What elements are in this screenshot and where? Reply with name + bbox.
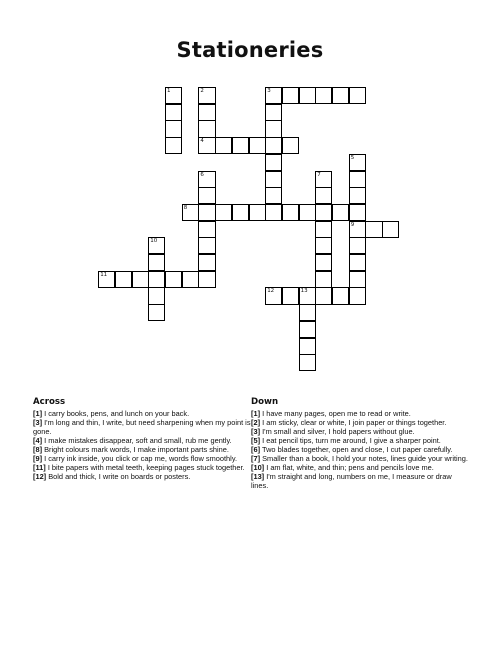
page-title: Stationeries [176, 38, 324, 62]
grid-cell[interactable] [349, 237, 366, 254]
grid-cell[interactable] [299, 321, 316, 338]
grid-cell[interactable] [382, 221, 399, 238]
grid-cell[interactable] [315, 287, 332, 304]
grid-cell[interactable] [165, 104, 182, 121]
clue-number: 8 [183, 204, 188, 211]
clue-item-text: Bold and thick, I write on boards or posters. [48, 472, 191, 482]
clue-item-text: I'm straight and long, numbers on me, I measure or draw lines. [251, 472, 452, 491]
clue-number: 7 [317, 171, 321, 178]
grid-cell[interactable] [315, 271, 332, 288]
grid-cell[interactable] [115, 271, 132, 288]
grid-cell[interactable] [365, 221, 382, 238]
clue-item [33, 454, 251, 463]
grid-cell[interactable] [299, 338, 316, 355]
clue-item-number: [11] [33, 463, 46, 473]
grid-cell[interactable] [315, 187, 332, 204]
grid-cell[interactable] [182, 204, 199, 221]
clue-item [33, 445, 251, 454]
clue-item-number: [6] [251, 445, 261, 455]
grid-cell[interactable] [249, 137, 266, 154]
clue-number: 9 [350, 221, 355, 228]
grid-cell[interactable] [198, 271, 215, 288]
grid-cell[interactable] [232, 137, 249, 154]
grid-cell[interactable] [198, 254, 215, 271]
grid-cell[interactable] [349, 221, 366, 238]
clue-item-number: [9] [33, 454, 43, 464]
grid-cell[interactable] [148, 304, 165, 321]
down-clues [251, 398, 469, 490]
clue-number: 12 [267, 288, 275, 295]
grid-cell[interactable] [282, 204, 299, 221]
grid-cell[interactable] [282, 137, 299, 154]
grid-cell[interactable] [299, 87, 316, 104]
clue-item-text: I make mistakes disappear, soft and small, rub me gently. [44, 436, 232, 446]
grid-cell[interactable] [232, 204, 249, 221]
grid-cell[interactable] [315, 221, 332, 238]
clue-item [33, 472, 251, 481]
clue-item-text: I eat pencil tips, turn me around, I give a sharper point. [262, 436, 441, 446]
clue-item-text: Two blades together, open and close, I cut paper carefully. [261, 445, 453, 455]
grid-cell[interactable] [148, 254, 165, 271]
clue-item-number: [8] [33, 445, 43, 455]
grid-cell[interactable] [299, 204, 316, 221]
grid-cell[interactable] [349, 154, 366, 171]
grid-cell[interactable] [198, 120, 215, 137]
grid-cell[interactable] [265, 154, 282, 171]
grid-cell[interactable] [215, 137, 232, 154]
clue-item [251, 454, 469, 463]
grid-cell[interactable] [198, 87, 215, 104]
grid-cell[interactable] [315, 237, 332, 254]
grid-cell[interactable] [198, 137, 215, 154]
clue-item-number: [13] [251, 472, 265, 482]
clue-item-number: [12] [33, 472, 47, 482]
grid-cell[interactable] [198, 204, 215, 221]
grid-cell[interactable] [249, 204, 266, 221]
clue-item-text: I carry books, pens, and lunch on your back. [44, 409, 190, 419]
grid-cell[interactable] [198, 171, 215, 188]
grid-cell[interactable] [349, 187, 366, 204]
clue-item-text: I am flat, white, and thin; pens and pencils love me. [266, 463, 434, 473]
grid-cell[interactable] [198, 221, 215, 238]
grid-cell[interactable] [165, 120, 182, 137]
clue-item-number: [1] [33, 409, 43, 419]
grid-cell[interactable] [165, 137, 182, 154]
clue-number: 11 [100, 271, 108, 278]
clue-item-number: [5] [251, 436, 261, 446]
grid-cell[interactable] [332, 87, 349, 104]
grid-cell[interactable] [265, 104, 282, 121]
grid-cell[interactable] [282, 87, 299, 104]
grid-cell[interactable] [215, 204, 232, 221]
grid-cell[interactable] [182, 271, 199, 288]
grid-cell[interactable] [315, 171, 332, 188]
clue-item-text: I bite papers with metal teeth, keeping pages stuck together. [47, 463, 245, 473]
grid-cell[interactable] [299, 354, 316, 371]
grid-cell[interactable] [132, 271, 149, 288]
clue-number: 3 [267, 88, 271, 94]
grid-cell[interactable] [265, 87, 282, 104]
grid-cell[interactable] [198, 237, 215, 254]
grid-cell[interactable] [349, 254, 366, 271]
grid-cell[interactable] [315, 87, 332, 104]
grid-cell[interactable] [148, 287, 165, 304]
across-clues [33, 398, 251, 481]
clue-item [33, 463, 251, 472]
clue-item [251, 445, 469, 454]
clue-item [251, 472, 469, 490]
clue-item-number: [4] [33, 436, 43, 446]
clue-item-text: I am sticky, clear or white, I join paper or things together. [262, 418, 447, 428]
grid-cell[interactable] [198, 187, 215, 204]
grid-cell[interactable] [332, 287, 349, 304]
clue-number: 2 [200, 88, 204, 94]
clue-item-text: Smaller than a book, I hold your notes, lines guide your writing. [262, 454, 468, 464]
clue-item-text: Bright colours mark words, I make important parts shine. [44, 445, 229, 455]
across-heading: Across [33, 397, 66, 407]
grid-cell[interactable] [349, 87, 366, 104]
grid-cell[interactable] [165, 87, 182, 104]
clue-number: 13 [300, 288, 308, 295]
grid-cell[interactable] [265, 187, 282, 204]
clue-number: 10 [150, 238, 158, 245]
down-heading: Down [251, 397, 279, 407]
clue-item [251, 409, 469, 418]
clue-number: 6 [200, 171, 204, 178]
clue-item-text: I'm small and silver, I hold papers without glue. [262, 427, 415, 437]
grid-cell[interactable] [198, 104, 215, 121]
clue-item-text: I carry ink inside, you click or cap me, words flow smoothly. [44, 454, 238, 464]
clue-item-number: [3] [33, 418, 43, 428]
down-clue-list [251, 409, 469, 490]
grid-cell[interactable] [265, 171, 282, 188]
grid-cell[interactable] [148, 271, 165, 288]
grid-cell[interactable] [299, 304, 316, 321]
clue-item [33, 436, 251, 445]
grid-cell[interactable] [332, 204, 349, 221]
grid-cell[interactable] [299, 287, 316, 304]
grid-cell[interactable] [265, 137, 282, 154]
clue-item-number: [7] [251, 454, 261, 464]
clue-item [33, 409, 251, 418]
grid-cell[interactable] [282, 287, 299, 304]
grid-cell[interactable] [315, 254, 332, 271]
clue-item [251, 427, 469, 436]
grid-cell[interactable] [98, 271, 115, 288]
grid-cell[interactable] [315, 204, 332, 221]
grid-cell[interactable] [349, 271, 366, 288]
clue-item-number: [3] [251, 427, 261, 437]
grid-cell[interactable] [265, 287, 282, 304]
clue-item-text: I'm long and thin, I write, but need sharpening when my point is gone. [33, 418, 251, 437]
grid-cell[interactable] [265, 120, 282, 137]
grid-cell[interactable] [349, 287, 366, 304]
grid-cell[interactable] [349, 171, 366, 188]
clue-number: 1 [167, 88, 171, 94]
grid-cell[interactable] [265, 204, 282, 221]
clue-item [251, 463, 469, 472]
grid-cell[interactable] [148, 237, 165, 254]
clue-number: 5 [350, 154, 355, 161]
clue-item [251, 418, 469, 427]
clue-item-text: I have many pages, open me to read or write. [262, 409, 411, 419]
clue-item-number: [10] [251, 463, 265, 473]
across-clue-list [33, 409, 251, 481]
clue-item [33, 418, 251, 436]
clue-item [251, 436, 469, 445]
clue-item-number: [1] [251, 409, 261, 419]
grid-cell[interactable] [165, 271, 182, 288]
grid-cell[interactable] [349, 204, 366, 221]
clue-number: 4 [200, 138, 204, 145]
clue-item-number: [2] [251, 418, 261, 428]
